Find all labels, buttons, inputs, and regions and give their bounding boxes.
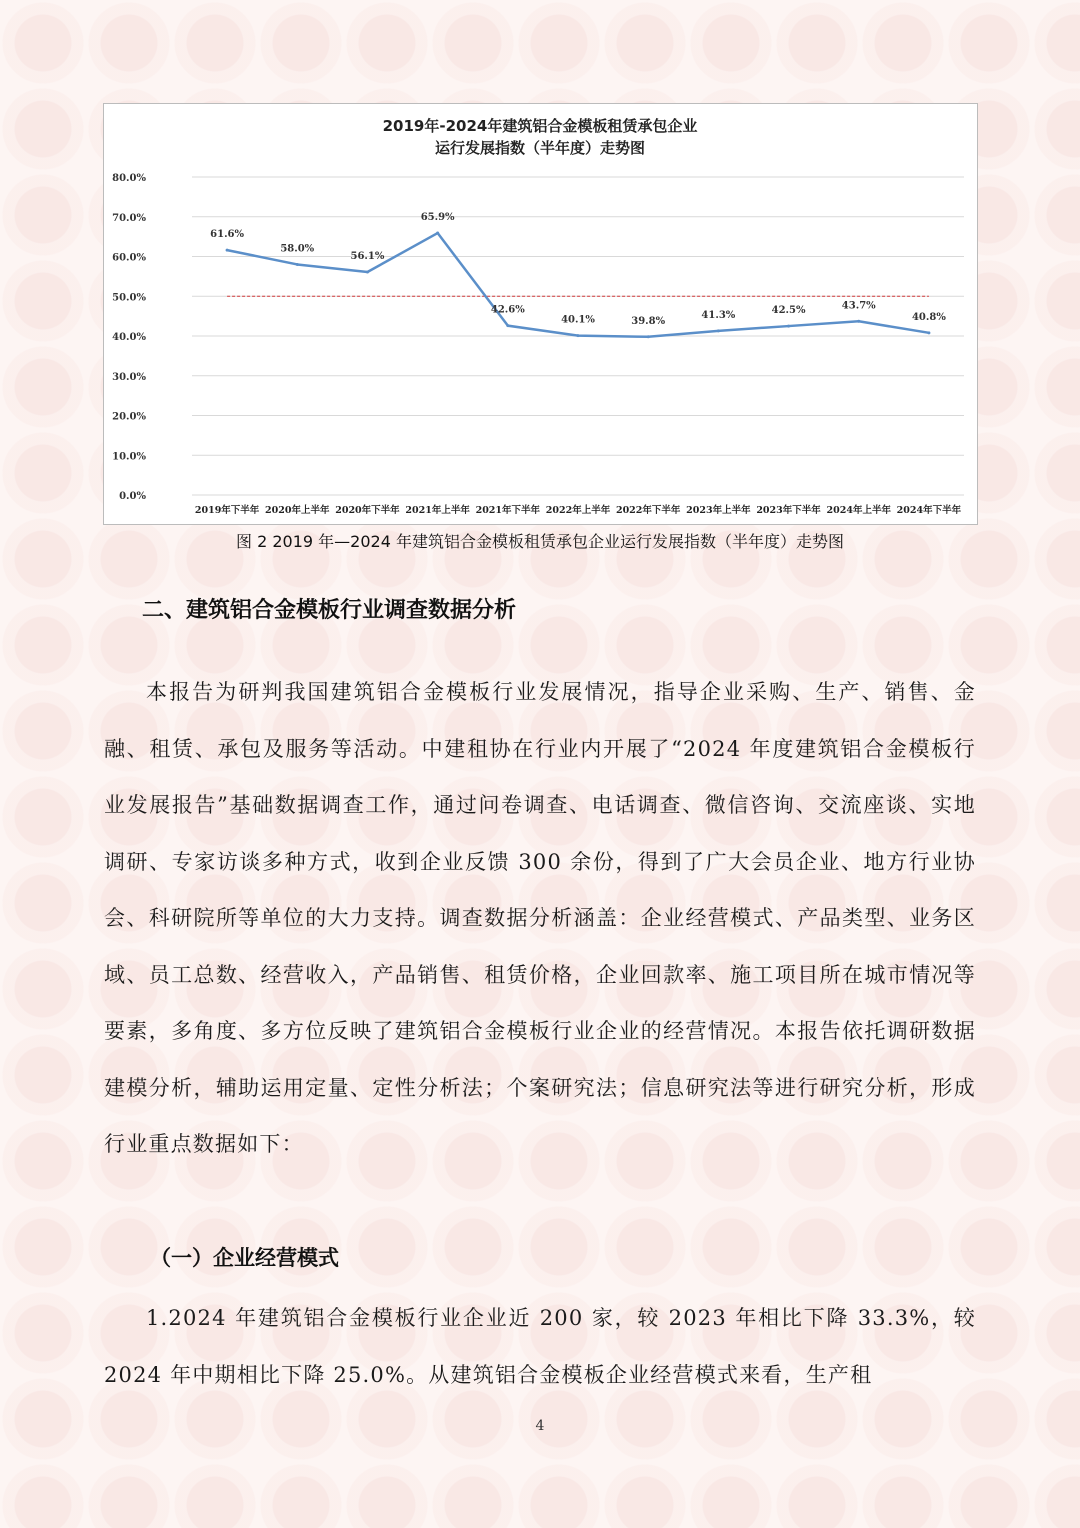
x-tick-label: 2023年上半年 [686, 505, 751, 516]
y-tick-label: 50.0% [112, 292, 146, 304]
x-tick-label: 2024年下半年 [896, 505, 962, 516]
data-point [296, 263, 299, 266]
x-tick-label: 2021年上半年 [405, 505, 470, 516]
chart-title-line: 2019年-2024年建筑铝合金模板租赁承包企业 [382, 117, 698, 135]
x-tick-label: 2022年上半年 [545, 505, 611, 516]
data-point [506, 324, 509, 327]
section-title: 二、建筑铝合金模板行业调查数据分析 [142, 598, 517, 623]
data-point [226, 249, 229, 252]
y-tick-label: 0.0% [119, 491, 146, 502]
chart-title-line: 运行发展指数（半年度）走势图 [434, 139, 646, 157]
y-tick-label: 30.0% [112, 371, 146, 383]
y-tick-label: 60.0% [112, 252, 146, 264]
subsection-title: （一）企业经营模式 [150, 1246, 339, 1270]
paragraph-text: 本报告为研判我国建筑铝合金模板行业发展情况，指导企业采购、生产、销售、金融、租赁、承包及服务等活动。中建租协在行业内开展了“2024 年度建筑铝合金模板行业发展报告”基础数据调查工作，通过问卷调查、电话调查、微信咨询、交流座谈、实地调研、专家访谈多种方式，收到企业反馈 300 余份，得到了广大会员企业、地方行业协会、科研院所等单位的大力支持。调查数据分析涵盖：企业经营模式、产品类型、业务区域、员工总数、经营收入，产品销售、租赁价格，企业回款率、施工项目所在城市情况等要素，多角度、多方位反映了建筑铝合金模板行业企业的经营情况。本报告依托调研数据建模分析，辅助运用定量、定性分析法；个案研究法；信息研究法等进行研究分析，形成行业重点数据如下： [104, 680, 976, 1156]
x-tick-label: 2024年上半年 [826, 505, 891, 516]
x-tick-label: 2020年上半年 [265, 505, 330, 516]
data-label: 43.7% [841, 300, 876, 312]
paragraph-text: 1.2024 年建筑铝合金模板行业企业近 200 家，较 2023 年相比下降 33.3%，较 2024 年中期相比下降 25.0%。从建筑铝合金模板企业经营模式来看，生产租 [104, 1306, 976, 1387]
body-paragraph-1 [104, 664, 976, 1173]
data-point [436, 232, 439, 235]
y-tick-label: 10.0% [112, 451, 146, 463]
data-point [857, 320, 860, 323]
data-point [577, 334, 580, 337]
data-label: 58.0% [280, 243, 315, 255]
data-point [927, 331, 930, 334]
data-point [717, 329, 720, 332]
body-paragraph-2 [104, 1290, 976, 1403]
y-tick-label: 70.0% [112, 212, 146, 224]
data-label: 40.8% [911, 311, 946, 323]
data-point [647, 335, 650, 338]
y-tick-label: 40.0% [112, 332, 146, 343]
y-tick-label: 80.0% [112, 173, 146, 184]
data-label: 42.5% [771, 305, 806, 317]
data-label: 65.9% [420, 212, 455, 224]
data-label: 42.6% [490, 304, 525, 316]
chart-svg [104, 104, 977, 524]
x-tick-label: 2021年下半年 [475, 505, 541, 516]
data-label: 40.1% [561, 314, 595, 326]
data-point [787, 325, 790, 328]
data-label: 61.6% [210, 229, 245, 241]
page-number: 4 [535, 1418, 545, 1434]
y-tick-label: 20.0% [112, 411, 146, 423]
trend-chart [103, 103, 978, 525]
data-point [366, 271, 369, 274]
data-label: 39.8% [631, 315, 666, 327]
x-tick-label: 2019年下半年 [194, 505, 260, 516]
x-tick-label: 2022年下半年 [615, 505, 681, 516]
figure-caption: 图 2 2019 年—2024 年建筑铝合金模板租赁承包企业运行发展指数（半年度）走势图 [236, 532, 844, 551]
data-label: 41.3% [701, 309, 736, 321]
x-tick-label: 2020年下半年 [335, 505, 400, 516]
data-label: 56.1% [350, 251, 385, 263]
x-tick-label: 2023年下半年 [756, 505, 821, 516]
